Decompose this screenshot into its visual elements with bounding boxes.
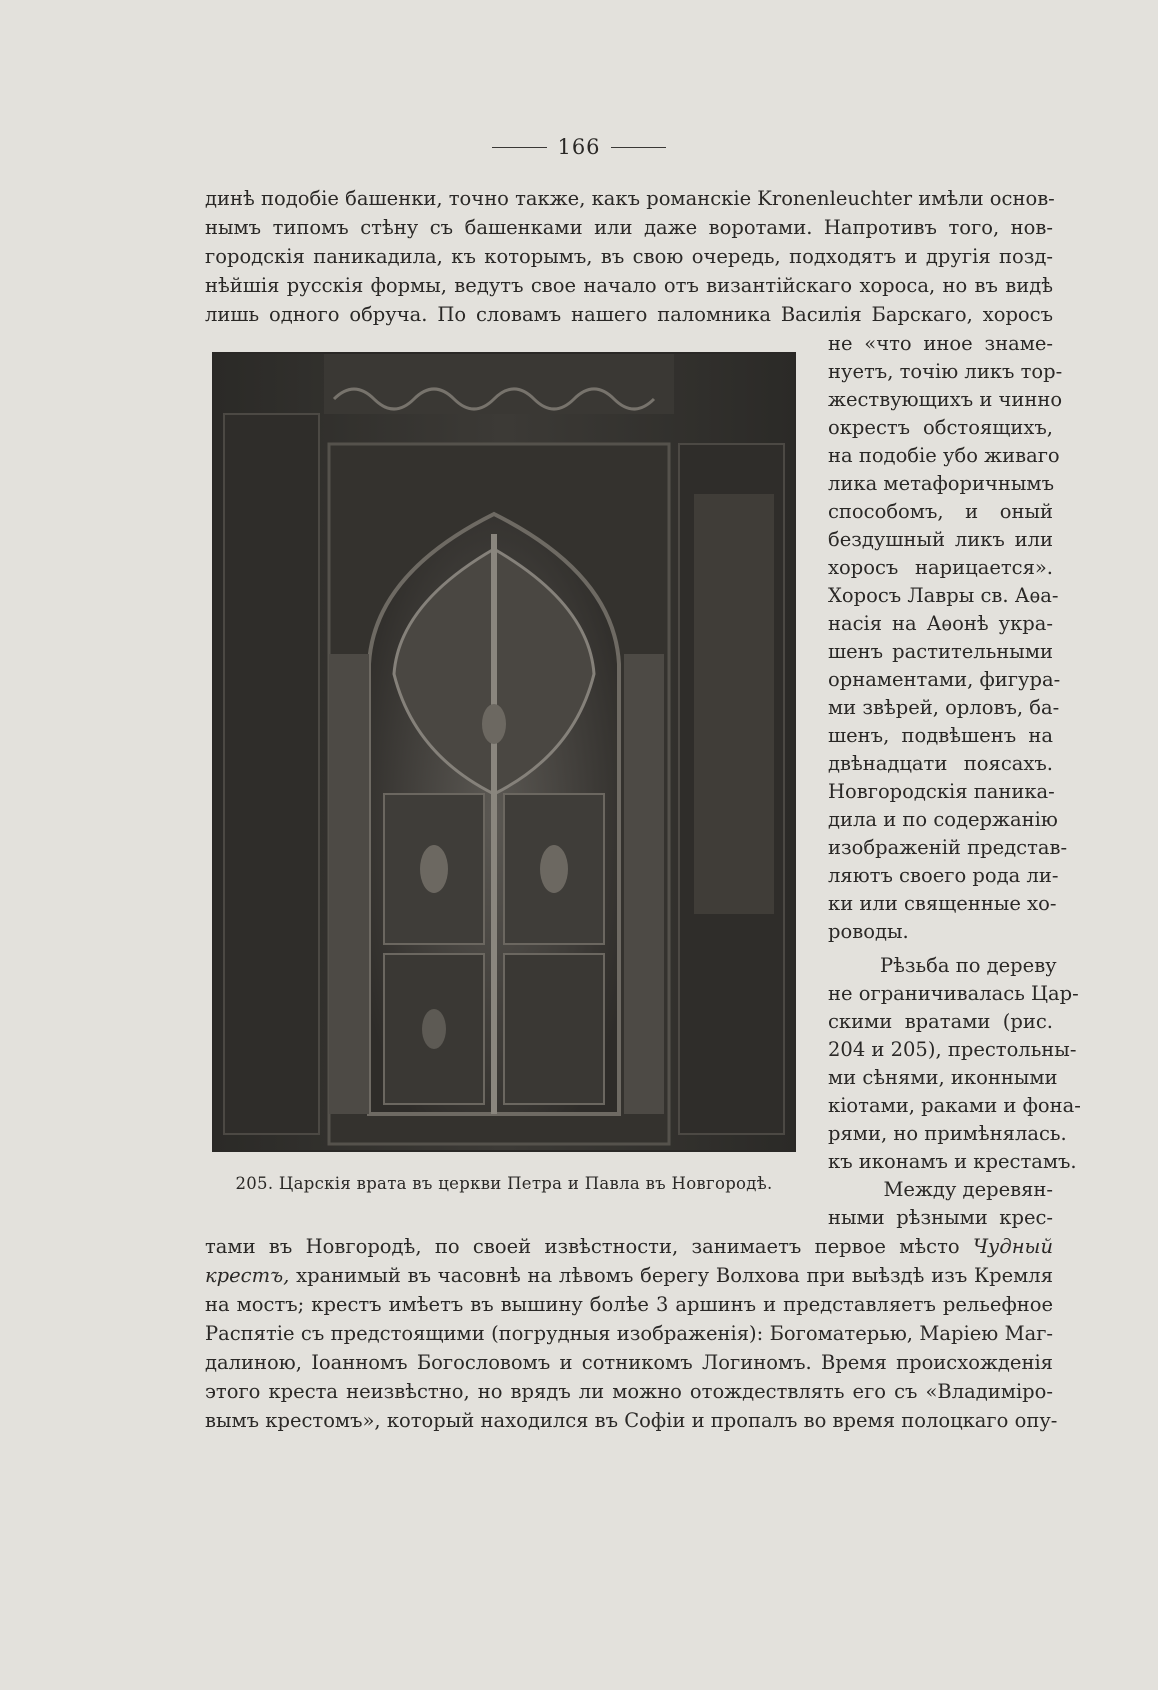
text-line: рями, но примѣнялась. [828,1122,1067,1145]
figure-photo-royal-doors [214,354,794,1150]
text-line: не ограничивалась Цар- [828,982,1079,1005]
text-line: нѣйшія русскія формы, ведутъ свое начало отъ византійскаго хороса, но въ видѣ [205,274,1053,297]
page-number: 166 [557,135,601,159]
text-segment: Распятіе съ предстоящими (погрудныя изображенія): Богоматерью, Маріею Маг- [205,1322,1053,1345]
text-line: окрестъ обстоящихъ, [828,416,1053,439]
text-line: шенъ, подвѣшенъ на [828,724,1053,747]
text-line: ми сѣнями, иконными [828,1066,1058,1089]
text-line: городскія паникадила, къ которымъ, въ свою очередь, подходятъ и другія позд- [205,245,1053,268]
italic-segment: Чудный [972,1235,1053,1258]
text-line: бездушный ликъ или [828,528,1053,551]
text-line: шенъ растительными [828,640,1053,663]
text-line: на подобіе убо живаго [828,444,1060,467]
text-line: Рѣзьба по дереву [880,954,1057,977]
text-line: не «что иное знаме- [828,332,1053,355]
text-line: Между деревян- [883,1178,1053,1201]
italic-segment: крестъ, [205,1264,290,1287]
text-line: динѣ подобіе башенки, точно также, какъ романскіе Kronenleuchter имѣли основ- [205,187,1055,210]
text-line: способомъ, и оный [828,500,1053,523]
text-line: ными рѣзными крес- [828,1206,1053,1229]
text-line: нымъ типомъ стѣну съ башенками или даже воротами. Напротивъ того, нов- [205,216,1053,239]
text-line [205,1232,1053,1262]
text-line: лишь одного обруча. По словамъ нашего паломника Василія Барскаго, хоросъ [205,303,1053,326]
text-segment: этого креста неизвѣстно, но врядъ ли можно отождествлять его съ «Владиміро- [205,1380,1053,1403]
page-header [0,135,1158,159]
text-line: 204 и 205), престольны- [828,1038,1077,1061]
text-line: двѣнадцати поясахъ. [828,752,1053,775]
text-line: ми звѣрей, орловъ, ба- [828,696,1060,719]
text-segment: далиною, Іоанномъ Богословомъ и сотникомъ Логиномъ. Время происхожденія [205,1351,1053,1374]
text-line: изображеній представ- [828,836,1068,859]
text-line: хоросъ нарицается». [828,556,1053,579]
text-line [205,1406,1058,1436]
royal-doors-illustration [214,354,794,1150]
text-line: къ иконамъ и крестамъ. [828,1150,1077,1173]
text-line [205,1319,1053,1349]
text-segment: тами въ Новгородѣ, по своей извѣстности, занимаетъ первое мѣсто [205,1235,973,1258]
text-line: нуетъ, точію ликъ тор- [828,360,1063,383]
header-rule-right [611,147,666,148]
text-segment: хранимый въ часовнѣ на лѣвомъ берегу Волхова при выѣздѣ изъ Кремля [289,1264,1053,1287]
text-line: кіотами, раками и фона- [828,1094,1081,1117]
text-line [205,1261,1053,1291]
text-segment: вымъ крестомъ», который находился въ Софіи и пропалъ во время полоцкаго опу- [205,1409,1058,1432]
text-segment: на мостъ; крестъ имѣетъ въ вышину болѣе 3 аршинъ и представляетъ рельефное [205,1293,1053,1316]
text-line: жествующихъ и чинно [828,388,1063,411]
text-line: дила и по содержанію [828,808,1058,831]
text-line: орнаментами, фигура- [828,668,1061,691]
text-line: роводы. [828,920,909,943]
text-line: насія на Аѳонѣ укра- [828,612,1053,635]
figure-caption: 205. Царскія врата въ церкви Петра и Павла въ Новгородѣ. [235,1174,773,1193]
text-line: Хоросъ Лавры св. Аѳа- [828,584,1059,607]
text-line [205,1377,1053,1407]
text-line [205,1290,1053,1320]
text-line [205,1348,1053,1378]
text-line: ки или священные хо- [828,892,1057,915]
text-line: скими вратами (рис. [828,1010,1053,1033]
text-line: ляютъ своего рода ли- [828,864,1059,887]
header-rule-left [492,147,547,148]
text-line: Новгородскія паника- [828,780,1055,803]
text-line: лика метафоричнымъ [828,472,1054,495]
